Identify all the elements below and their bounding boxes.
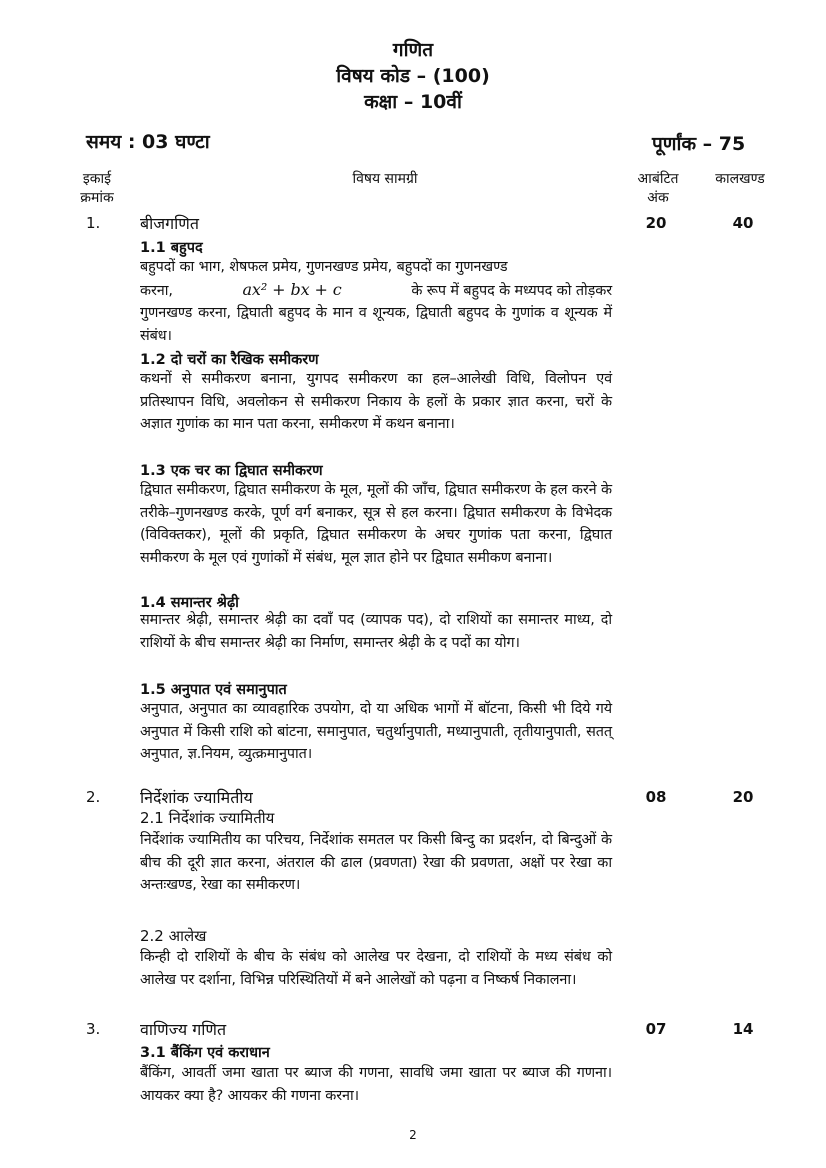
section-title: 1.4 समान्तर श्रेढ़ी (140, 595, 239, 611)
column-header-marks-sublabel: अंक (647, 190, 669, 206)
column-header-periods: कालखण्ड (715, 171, 765, 187)
unit-periods: 40 (732, 214, 754, 232)
section-text-line: बहुपदों का भाग, शेषफल प्रमेय, गुणनखण्ड प्रमेय, बहुपदों का गुणनखण्ड (140, 259, 508, 275)
unit-marks: 07 (645, 1020, 667, 1038)
unit-title: बीजगणित (140, 214, 199, 233)
exam-time: समय : 03 घण्टा (86, 131, 210, 153)
section-title: 2.1 निर्देशांक ज्यामितीय (140, 809, 275, 827)
section-text-line: गुणनखण्ड करना, द्विघाती बहुपद के मान व शून्यक, द्विघाती बहुपद के गुणांक व शून्यक में संबंध। (140, 305, 612, 344)
column-header-marks-label: आबंटित (637, 171, 679, 187)
unit-periods: 14 (732, 1020, 754, 1038)
section-text-fragment: के रूप में बहुपद के मध्यपद को तोड़कर (411, 282, 612, 299)
class-label: कक्षा – 10वीं (364, 91, 462, 113)
section-title: 1.1 बहुपद (140, 240, 203, 256)
section-text: बैंकिंग, आवर्ती जमा खाता पर ब्याज की गणना, सावधि जमा खाता पर ब्याज की गणना। आयकर क्या है? आयकर की गणना करना। (140, 1065, 612, 1104)
unit-marks: 20 (645, 214, 667, 232)
section-title: 3.1 बैंकिंग एवं कराधान (140, 1045, 270, 1061)
unit-title: वाणिज्य गणित (140, 1020, 227, 1039)
column-header-unit (70, 170, 124, 208)
subject-code: विषय कोड – (100) (336, 65, 490, 87)
section-text: समान्तर श्रेढ़ी, समान्तर श्रेढ़ी का दवाँ पद (व्यापक पद), दो राशियों का समान्तर माध्य, दो राशियों के बीच समान्तर श्रेढ़ी का निर्माण, समान्तर श्रेढ़ी के द पदों का योग। (140, 612, 612, 651)
unit-number: 3. (86, 1020, 101, 1038)
page-number: 2 (409, 1128, 417, 1142)
section-text: कथनों से समीकरण बनाना, युगपद समीकरण का हल–आलेखी विधि, विलोपन एवं प्रतिस्थापन विधि, अवलोकन से समीकरण निकाय के हलों के प्रकार ज्ञात करना, चरों के अज्ञात गुणांक का मान पता करना, समीकरण में कथन बनाना। (140, 371, 612, 433)
section-text-fragment: करना, (140, 282, 173, 299)
section-title: 1.2 दो चरों का रैखिक समीकरण (140, 352, 319, 368)
column-header-unit-sublabel: क्रमांक (80, 190, 114, 206)
section-text-line (140, 279, 612, 303)
section-text: द्विघात समीकरण, द्विघात समीकरण के मूल, मूलों की जाँच, द्विघात समीकरण के हल करने के तरीके–गुणनखण्ड करके, पूर्ण वर्ग बनाकर, सूत्र से हल करना। द्विघात समीकरण के विभेदक (विविक्तकर), मूलों की प्रकृति, द्विघात समीकरण के अचर गुणांक पता करना, द्विघात समीकरण के मूल एवं गुणांकों में संबंध, मूल ज्ञात होने पर द्विघात समीकण बनाना। (140, 482, 612, 566)
unit-title: निर्देशांक ज्यामितीय (140, 788, 253, 807)
subject-title: गणित (392, 39, 434, 61)
section-title: 1.5 अनुपात एवं समानुपात (140, 682, 287, 698)
column-header-content: विषय सामग्री (352, 171, 418, 187)
unit-periods: 20 (732, 788, 754, 806)
unit-number: 1. (86, 214, 101, 232)
section-text: किन्ही दो राशियों के बीच के संबंध को आलेख पर देखना, दो राशियों के मध्य संबंध को आलेख पर दर्शाना, विभिन्न परिस्थितियों में बने आलेखों को पढ़ना व निष्कर्ष निकालना। (140, 949, 612, 988)
section-title: 2.2 आलेख (140, 927, 207, 945)
polynomial-expression: ax² + bx + c (242, 279, 342, 299)
column-header-unit-label: इकाई (82, 171, 112, 187)
unit-marks: 08 (645, 788, 667, 806)
section-text: अनुपात, अनुपात का व्यावहारिक उपयोग, दो या अधिक भागों में बॉटना, किसी भी दिये गये अनुपात में किसी राशि को बांटना, समानुपात, चतुर्थानुपाती, मध्यानुपाती, तृतीयानुपाती, सतत् अनुपात, ज्ञ.नियम, व्युत्क्रमानुपात। (140, 701, 612, 763)
max-marks: पूर्णांक – 75 (652, 133, 746, 155)
column-header-marks (628, 170, 688, 208)
section-text: निर्देशांक ज्यामितीय का परिचय, निर्देशांक समतल पर किसी बिन्दु का प्रदर्शन, दो बिन्दुओं के बीच की दूरी ज्ञात करना, अंतराल की ढाल (प्रवणता) रेखा की प्रवणता, अक्षों पर रेखा का अन्तःखण्ड, रेखा का समीकरण। (140, 832, 612, 894)
section-text (140, 256, 612, 347)
unit-number: 2. (86, 788, 101, 806)
section-title: 1.3 एक चर का द्विघात समीकरण (140, 463, 323, 479)
